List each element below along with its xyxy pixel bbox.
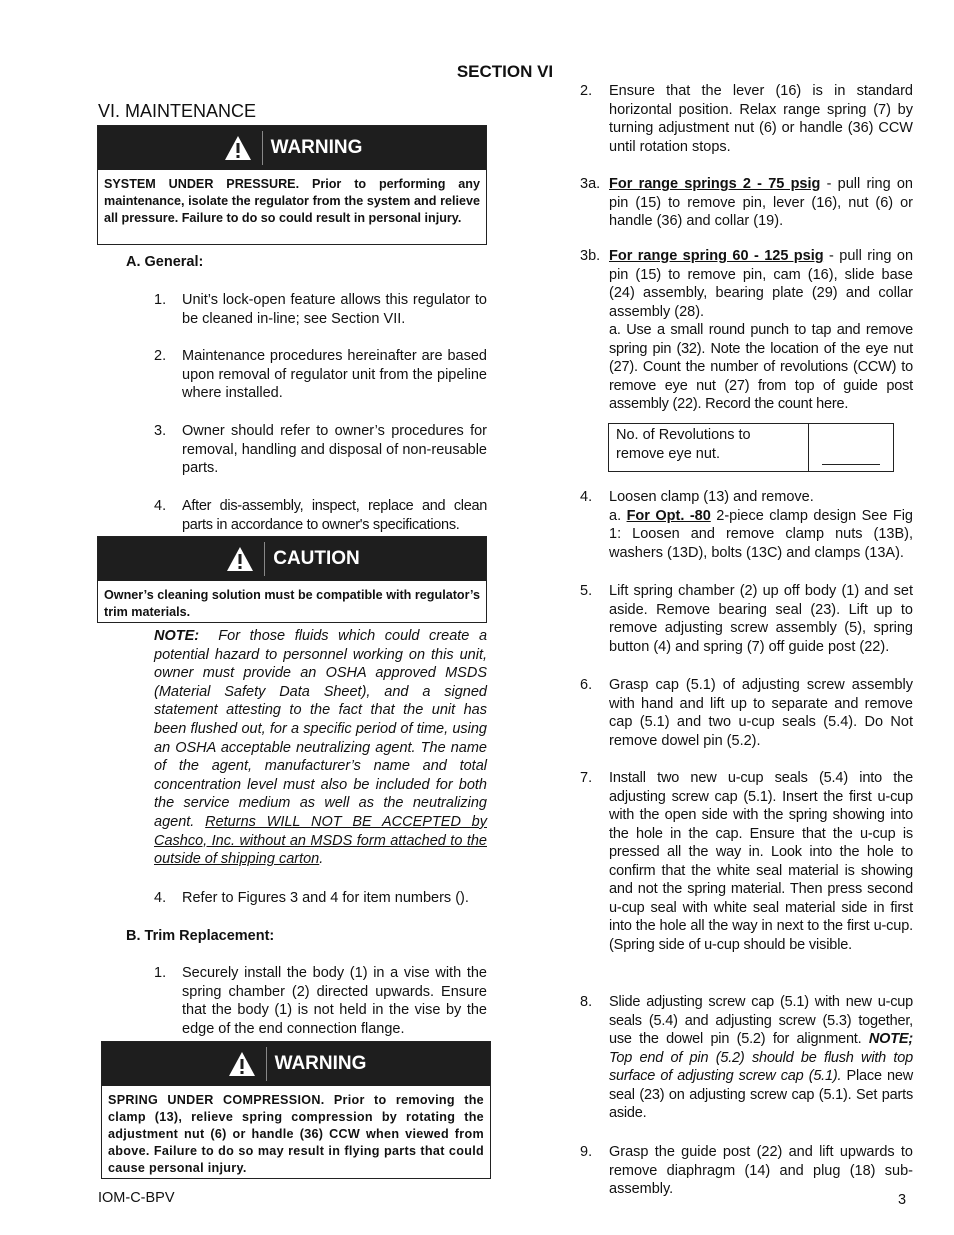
list-item: 1. Unit’s lock-open feature allows this regulator to be cleaned in-line; see Section VII.	[154, 292, 487, 327]
warning-header	[98, 126, 486, 170]
step-4: 4. Loosen clamp (13) and remove. a. For Opt. -80 2-piece clamp design See Fig 1: Loosen and remove clamp nuts (13B), washers (13D), bolts (13C) and clamps (13A).	[580, 489, 913, 561]
note-returns-policy: Returns WILL NOT BE ACCEPTED by Cashco, Inc. without an MSDS form attached to the outside of shipping carton	[154, 813, 487, 868]
caution-label: CAUTION	[273, 548, 360, 569]
page-heading: VI. MAINTENANCE	[98, 101, 257, 121]
trim-heading: B. Trim Replacement:	[126, 928, 275, 944]
step-6: 6. Grasp cap (5.1) of adjusting screw assembly with hand and lift up to separate and remove cap (5.1) and two u-cup seals (5.4). Do Not remove dowel pin (5.2).	[580, 677, 913, 749]
warning-box-spring	[101, 1041, 491, 1179]
warning-text: SPRING UNDER COMPRESSION. Prior to removing the clamp (13), relieve spring compression by rotating the adjustment nut (6) or handle (36) CCW when viewed from above. Failure to do so may result in flying parts that could cause personal injury.	[108, 1093, 484, 1175]
warning-triangle-icon	[222, 132, 254, 164]
section-title: SECTION VI	[456, 62, 554, 81]
msds-note: NOTE: For those fluids which could create a potential hazard to personnel working on this unit, owner must provide an OSHA approved MSDS (Material Safety Data Sheet), and a signed statement attesting to the fact that the unit has been flushed out, for a specific period of time, using an OSHA acceptable neutralizing agent. The name of the agent, manufacturer’s name and total concentration level must also be included for both the service medium as well as the neutralizing agent. Returns WILL NOT BE ACCEPTED by Cashco, Inc. without an MSDS form attached to the outside of shipping carton.	[154, 628, 488, 868]
caution-text: Owner’s cleaning solution must be compatible with regulator’s trim materials.	[104, 588, 480, 619]
warning-triangle-icon	[226, 1048, 258, 1080]
step-3a: 3a. For range springs 2 - 75 psig - pull ring on pin (15) to remove pin, lever (16), nut (6) or handle (36) and collar (19).	[580, 176, 913, 229]
revolutions-table	[608, 423, 894, 472]
caution-box	[97, 536, 487, 623]
list-item: 1. Securely install the body (1) in a vise with the spring chamber (2) directed upwards. Ensure that the body (1) is not held in the vise by the edge of the end connection flange.	[154, 965, 487, 1037]
list-item: 3. Owner should refer to owner’s procedures for removal, handling and disposal of non-reusable parts.	[154, 423, 487, 476]
option-80-label: For Opt. -80	[626, 507, 711, 524]
note-label: NOTE:	[154, 628, 200, 644]
warning-box-pressure	[97, 125, 487, 245]
general-heading: A. General:	[126, 254, 204, 270]
warning-header	[102, 1042, 490, 1086]
list-item: 4. Refer to Figures 3 and 4 for item numbers ().	[154, 890, 469, 906]
note-label: NOTE;	[868, 1031, 913, 1047]
caution-header	[98, 537, 486, 581]
note-text: For those fluids which could create a potential hazard to personnel working on this unit, owner must provide an OSHA approved MSDS (Material Safety Data Sheet), and a signed statement attesting to the fact that the unit has been flushed out, for a specific period of time, using an OSHA acceptable neutralizing agent. The name of the agent, manufacturer’s name and total concentration level must also be included for both the service medium as well as the neutralizing agent.	[154, 628, 488, 830]
warning-label: WARNING	[274, 1053, 367, 1074]
list-item: 4. After dis-assembly, inspect, replace and clean parts in accordance to owner's specifications.	[154, 498, 487, 533]
document-id: IOM-C-BPV	[98, 1190, 175, 1206]
warning-label: WARNING	[270, 137, 363, 158]
range-spring-label: For range springs 2 - 75 psig	[609, 176, 821, 192]
page-number: 3	[898, 1192, 907, 1208]
step-3b-sub: a. Use a small round punch to tap and remove spring pin (32). Note the location of the eye nut (27). Count the number of revolutions (CCW) to remove eye nut (27) from top of guide post assembly (22). Record the count here.	[609, 322, 913, 412]
step-8: 8. Slide adjusting screw cap (5.1) with new u-cup seals (5.4) and adjusting screw (5.3) together, use the dowel pin (5.2) for alignment. NOTE; Top end of pin (5.2) should be flush with top surface of adjusting screw cap (5.1). Place new seal (23) on adjusting screw cap (5.1). Set parts aside.	[580, 994, 913, 1121]
list-item: 2. Maintenance procedures hereinafter are based upon removal of regulator unit from the pipeline where installed.	[154, 348, 487, 401]
step-7: 7. Install two new u-cup seals (5.4) into the adjusting screw cap (5.1). Insert the first u-cup with the open side with the spring showing into the hole in the cap. Ensure that the u-cup is pressed all the way in. Look into the hole to confirm that the white seal material is showing and not the spring material. Then press second u-cup seal with white seal material side in first into the hole all the way in next to the first u-cup. (Spring side of u-cup should be visible.	[580, 770, 913, 953]
step-9: 9. Grasp the guide post (22) and lift upwards to remove diaphragm (14) and plug (18) sub-assembly.	[580, 1144, 913, 1197]
step-5: 5. Lift spring chamber (2) up off body (1) and set aside. Remove bearing seal (23). Lift up to remove adjusting screw assembly (5), spring button (4) and spring (7) off guide post (22).	[580, 583, 913, 655]
caution-triangle-icon	[224, 543, 256, 575]
revolutions-entry[interactable]	[809, 424, 893, 471]
warning-text: SYSTEM UNDER PRESSURE. Prior to performing any maintenance, isolate the regulator from the system and relieve all pressure. Failure to do so could result in personal injury.	[104, 177, 480, 225]
range-spring-label: For range spring 60 - 125 psig	[609, 248, 824, 264]
step-3b: 3b. For range spring 60 - 125 psig - pull ring on pin (15) to remove pin, cam (16), slide base (24) assembly, bearing plate (29) and collar assembly (28). a. Use a small round punch to tap and remove spring pin (32). Note the location of the eye nut (27). Count the number of revolutions (CCW) to remove eye nut (27) from top of guide post assembly (22). Record the count here.	[580, 248, 914, 412]
step-2: 2. Ensure that the lever (16) is in standard horizontal position. Relax range spring (7) by turning adjustment nut (6) or handle (36) CCW until rotation stops.	[580, 83, 913, 155]
revolutions-label: No. of Revolutions to remove eye nut.	[609, 424, 809, 471]
